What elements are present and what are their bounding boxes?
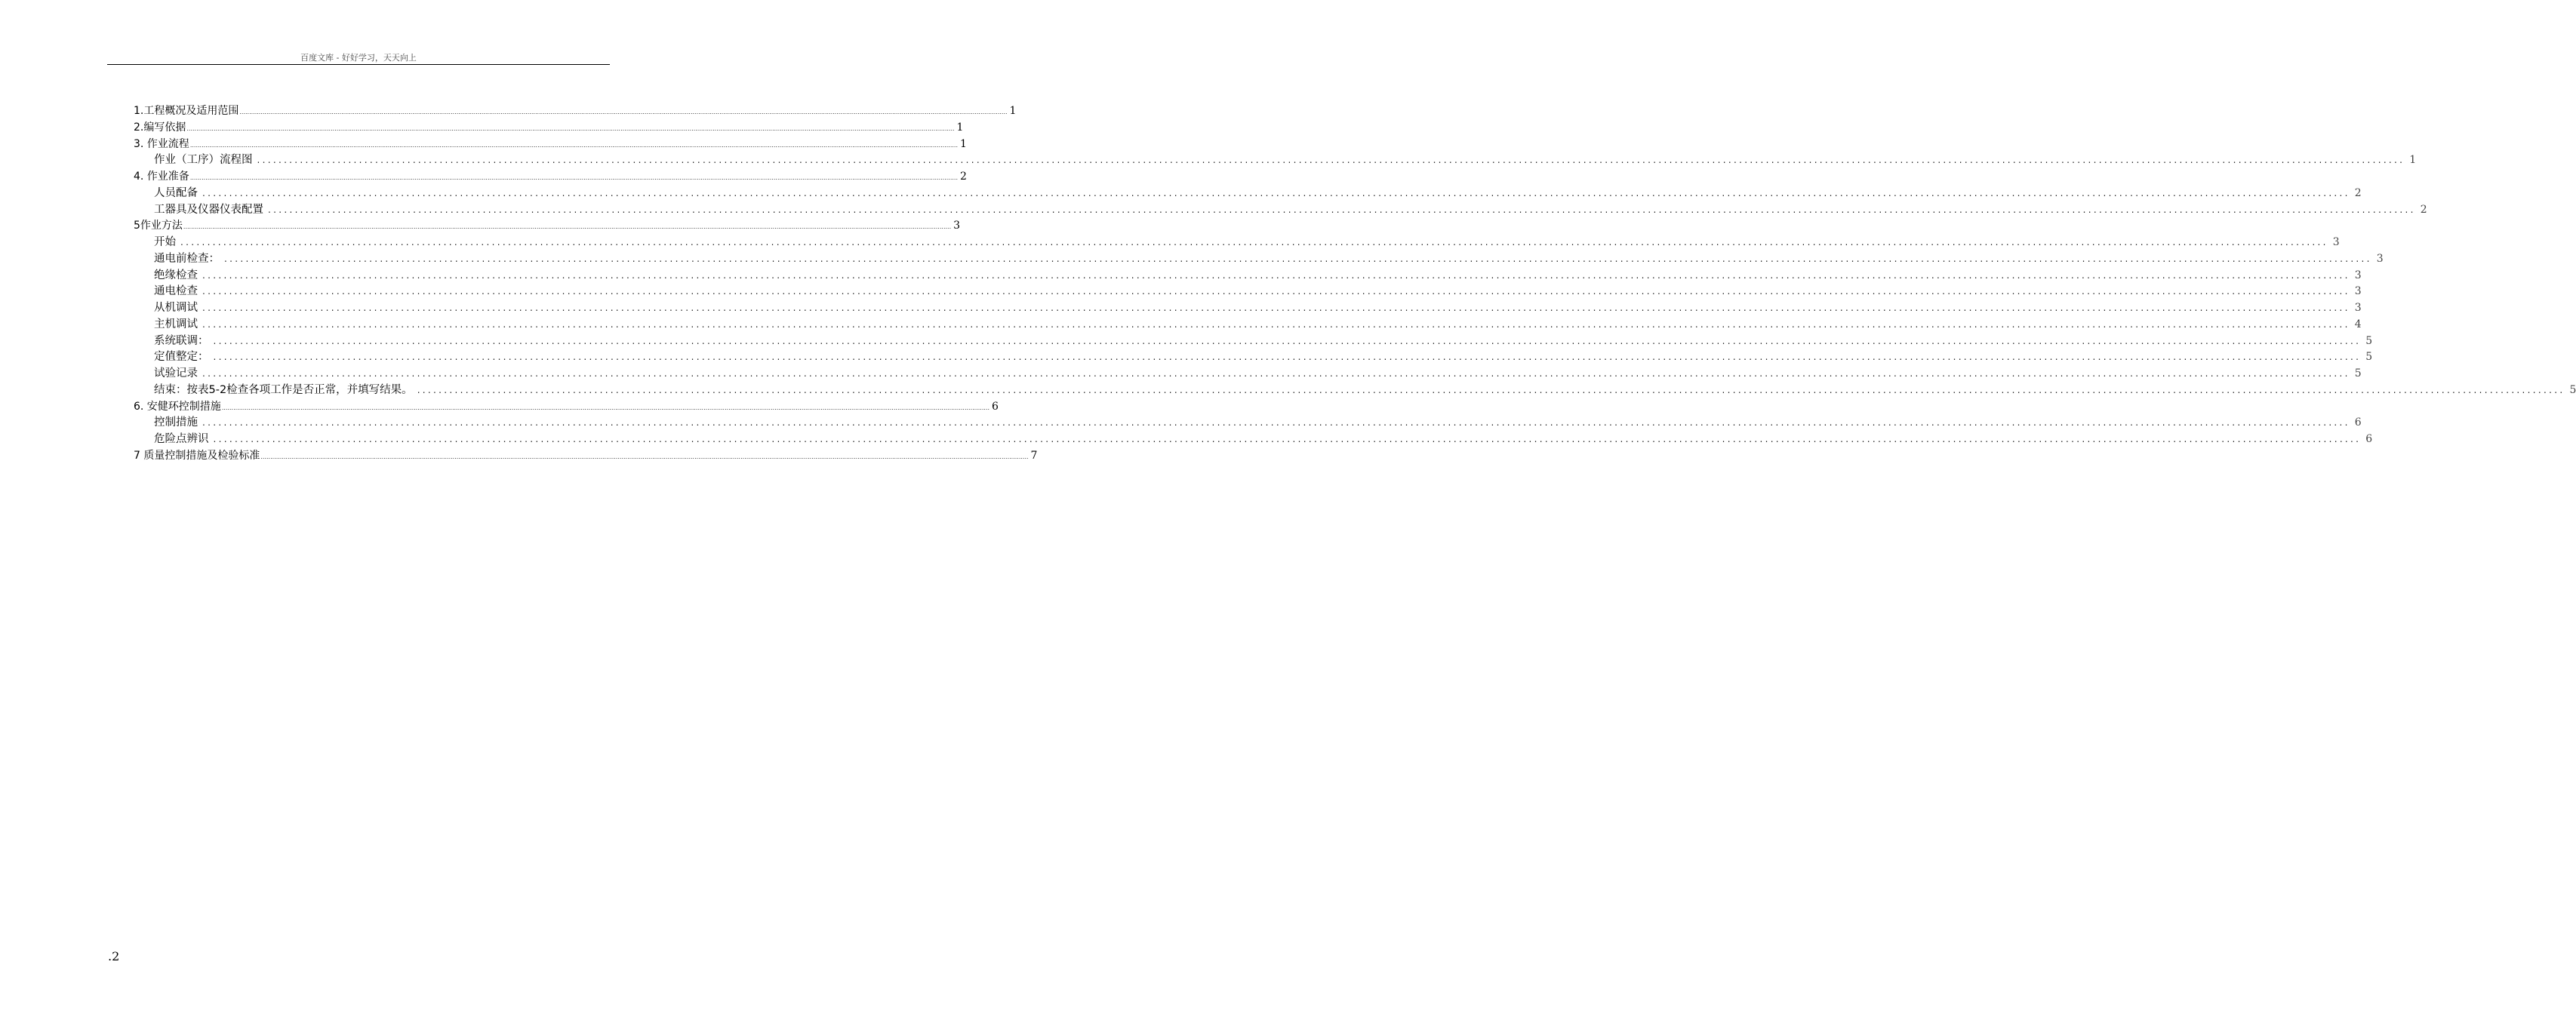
toc-dot-leader: ................................................................................................................................................................................................................................................................................................................................................................................................................ xyxy=(202,368,2350,379)
header-text: 百度文库 - 好好学习，天天向上 xyxy=(300,53,417,63)
toc-dot-leader: ................................................................................................................................................................................................................................................................................................................................................................................................................ xyxy=(213,434,2362,444)
toc-entry-page: 3 xyxy=(2354,285,2362,298)
toc-entry[interactable] xyxy=(154,152,2417,167)
toc-entry-page: 3 xyxy=(953,220,961,232)
toc-dot-leader: ................................................................................................................................................................................................................................................................................................................................................................................................................ xyxy=(417,384,2565,395)
toc-dot-leader: ................................................................................................................................................................................................................................................................................................................................................................................................................ xyxy=(221,404,989,411)
toc-entry-page: 5 xyxy=(2354,367,2362,379)
toc-entry[interactable] xyxy=(134,218,961,233)
toc-entry-page: 3 xyxy=(2376,252,2384,265)
toc-entry[interactable] xyxy=(154,317,2362,332)
toc-entry-page: 1 xyxy=(960,137,967,150)
toc-entry-title: 6. 安健环控制措施 xyxy=(134,400,221,413)
toc-entry[interactable] xyxy=(154,366,2362,381)
toc-entry-page: 1 xyxy=(956,121,964,134)
toc-entry[interactable] xyxy=(154,300,2362,315)
toc-entry-title: 3. 作业流程 xyxy=(134,137,189,150)
toc-entry-page: 1 xyxy=(1009,105,1017,117)
toc-entry-title: 系统联调： xyxy=(154,334,209,347)
toc-entry-title: 5作业方法 xyxy=(134,220,183,232)
toc-entry[interactable] xyxy=(154,349,2373,364)
toc-entry[interactable] xyxy=(154,383,2576,398)
toc-entry-page: 4 xyxy=(2354,318,2362,330)
toc-entry-page: 1 xyxy=(2409,154,2417,167)
toc-entry-title: 试验记录 xyxy=(154,367,198,379)
toc-dot-leader: ................................................................................................................................................................................................................................................................................................................................................................................................................ xyxy=(268,204,2416,215)
toc-entry[interactable] xyxy=(154,235,2340,250)
toc-entry-title: 通电检查 xyxy=(154,285,198,298)
toc-entry-page: 2 xyxy=(2354,186,2362,199)
toc-dot-leader: ................................................................................................................................................................................................................................................................................................................................................................................................................ xyxy=(224,253,2372,264)
toc-entry-page: 2 xyxy=(960,171,967,183)
toc-entry-page: 5 xyxy=(2365,351,2373,364)
toc-dot-leader: ................................................................................................................................................................................................................................................................................................................................................................................................................ xyxy=(202,286,2350,297)
toc-entry[interactable] xyxy=(154,251,2384,266)
toc-entry-title: 开始 xyxy=(154,236,176,248)
toc-entry[interactable] xyxy=(154,415,2362,430)
toc-entry-title: 危险点辨识 xyxy=(154,433,209,445)
toc-entry[interactable] xyxy=(134,103,1017,118)
toc-entry-page: 6 xyxy=(2354,416,2362,429)
toc-dot-leader: ................................................................................................................................................................................................................................................................................................................................................................................................................ xyxy=(202,303,2350,313)
toc-dot-leader: ................................................................................................................................................................................................................................................................................................................................................................................................................ xyxy=(180,237,2328,247)
toc-dot-leader: ................................................................................................................................................................................................................................................................................................................................................................................................................ xyxy=(183,223,952,231)
toc-dot-leader: ................................................................................................................................................................................................................................................................................................................................................................................................................ xyxy=(202,417,2350,429)
toc-dot-leader: ................................................................................................................................................................................................................................................................................................................................................................................................................ xyxy=(257,155,2405,166)
toc-entry-title: 1.工程概况及适用范围 xyxy=(134,105,239,117)
toc-entry-page: 6 xyxy=(2365,433,2373,445)
toc-entry-title: 作业（工序）流程图 xyxy=(154,154,253,167)
toc-entry[interactable] xyxy=(154,202,2427,217)
toc-dot-leader: ................................................................................................................................................................................................................................................................................................................................................................................................................ xyxy=(189,141,958,149)
toc-entry-title: 人员配备 xyxy=(154,186,198,199)
toc-entry-title: 结束：按表5-2检查各项工作是否正常，并填写结果。 xyxy=(154,383,413,396)
toc-entry-title: 从机调试 xyxy=(154,302,198,314)
toc-dot-leader: ................................................................................................................................................................................................................................................................................................................................................................................................................ xyxy=(186,124,955,132)
toc-entry-title: 主机调试 xyxy=(154,318,198,330)
toc-dot-leader: ................................................................................................................................................................................................................................................................................................................................................................................................................ xyxy=(202,187,2350,198)
toc-entry[interactable] xyxy=(154,268,2362,283)
toc-entry-page: 3 xyxy=(2354,269,2362,281)
toc-entry-page: 5 xyxy=(2365,334,2373,347)
footer-page-number: .2 xyxy=(108,949,120,963)
toc-dot-leader: ................................................................................................................................................................................................................................................................................................................................................................................................................ xyxy=(189,174,958,181)
toc-entry-page: 5 xyxy=(2569,383,2576,396)
toc-entry-page: 2 xyxy=(2420,203,2427,216)
toc-entry[interactable] xyxy=(134,120,964,135)
toc-entry-page: 3 xyxy=(2354,302,2362,314)
toc-entry-title: 工器具及仪器仪表配置 xyxy=(154,203,263,216)
toc-entry-title: 4. 作业准备 xyxy=(134,171,189,183)
toc-entry-title: 绝缘检查 xyxy=(154,269,198,281)
toc-entry[interactable] xyxy=(154,284,2362,299)
toc-entry[interactable] xyxy=(134,137,967,152)
toc-entry-page: 3 xyxy=(2332,236,2340,248)
toc-entry-title: 通电前检查： xyxy=(154,252,220,265)
toc-dot-leader: ................................................................................................................................................................................................................................................................................................................................................................................................................ xyxy=(202,318,2350,330)
toc-entry-page: 6 xyxy=(992,400,999,413)
toc-dot-leader: ................................................................................................................................................................................................................................................................................................................................................................................................................ xyxy=(260,453,1029,460)
toc-entry-page: 7 xyxy=(1030,449,1038,462)
toc-entry[interactable] xyxy=(154,432,2373,447)
toc-entry[interactable] xyxy=(134,399,999,414)
toc-entry-title: 7 质量控制措施及检验标准 xyxy=(134,449,260,462)
toc-entry-title: 2.编写依据 xyxy=(134,121,186,134)
toc-dot-leader: ................................................................................................................................................................................................................................................................................................................................................................................................................ xyxy=(213,352,2362,363)
toc-dot-leader: ................................................................................................................................................................................................................................................................................................................................................................................................................ xyxy=(213,335,2362,346)
toc-dot-leader: ................................................................................................................................................................................................................................................................................................................................................................................................................ xyxy=(239,109,1008,115)
toc-entry[interactable] xyxy=(134,448,1038,463)
toc-entry-title: 控制措施 xyxy=(154,416,198,429)
toc-entry[interactable] xyxy=(154,333,2373,349)
toc-entry[interactable] xyxy=(134,169,967,184)
toc-dot-leader: ................................................................................................................................................................................................................................................................................................................................................................................................................ xyxy=(202,269,2350,281)
toc-entry-title: 定值整定： xyxy=(154,351,209,364)
toc-entry[interactable] xyxy=(154,186,2362,201)
